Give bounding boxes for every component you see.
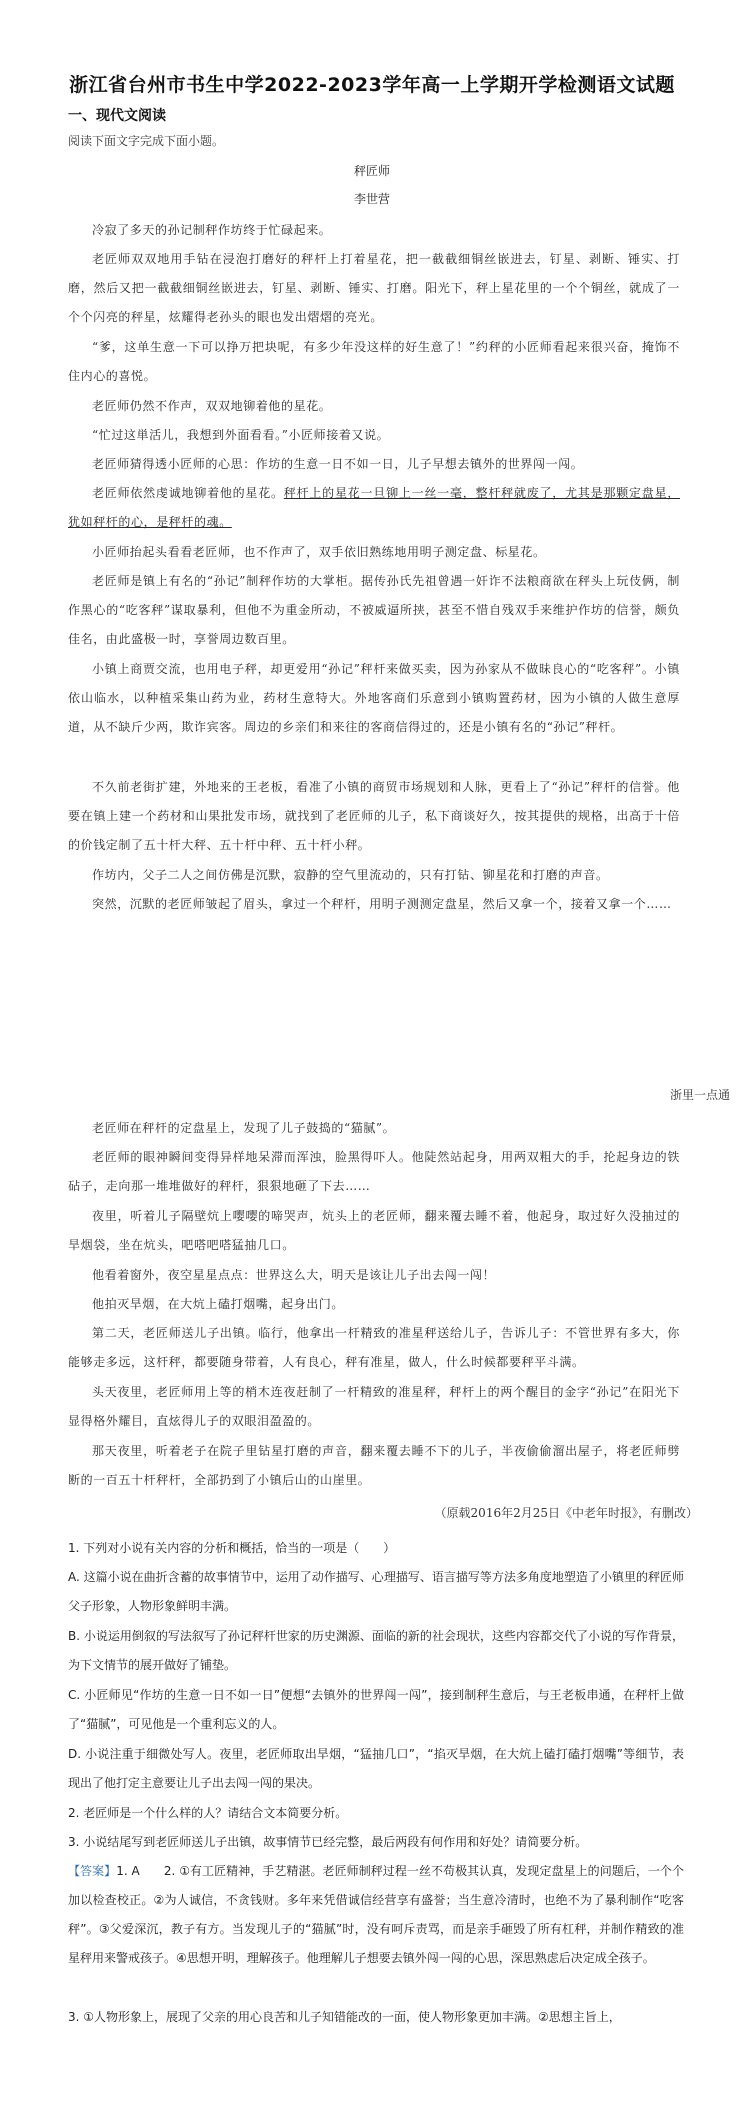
- question-3: 3. 小说结尾写到老匠师送儿子出镇，故事情节已经完整，最后两段有何作用和好处？请简要分析。: [68, 1835, 588, 1849]
- paragraph: 作坊内，父子二人之间仿佛是沉默，寂静的空气里流动的，只有打钻、铆星花和打磨的声音。: [92, 868, 609, 882]
- question-2: 2. 老匠师是一个什么样的人？请结合文本简要分析。: [68, 1806, 348, 1820]
- answer-text: 1. A 2. ①有工匠精神，手艺精湛。老匠师制秤过程一丝不苟极其认真，发现定盘星上的问题后，一个个加以检查校正。②为人诚信，不贪钱财。多年来凭借诚信经营享有盛誉；当生意冷清时，也绝不为了暴利制作“吃客秤”。③父爱深沉，教子有方。当发现儿子的“猫腻”时，没有呵斥责骂，而是亲手砸毁了所有杠秤，并制作精致的准星秤用来警戒孩子。④思想开明，理解孩子。他理解儿子想要去镇外闯一闯的心思，深思熟虑后决定成全孩子。: [68, 1864, 684, 1965]
- paragraph: 他看着窗外，夜空星星点点：世界这么大，明天是该让儿子出去闯一闯！: [92, 1268, 496, 1282]
- paragraph: 老匠师双双地用手钻在浸泡打磨好的秤杆上打着星花，把一截截细铜丝嵌进去，钉星、剥断、锤实、打磨，然后又把一截截细铜丝嵌进去，钉星、剥断、锤实、打磨。阳光下，秤上星花里的一个个铜丝，就成了一个个闪亮的秤星，炫耀得老孙头的眼也发出熠熠的亮光。: [68, 252, 680, 324]
- paragraph: 那天夜里，听着老子在院子里钻星打磨的声音，翻来覆去睡不下的儿子，半夜偷偷溜出屋子，将老匠师劈断的一百五十杆秤杆，全部扔到了小镇后山的山崖里。: [68, 1444, 680, 1487]
- paragraph: 老匠师的眼神瞬间变得异样地呆滞而浑浊，脸黑得吓人。他陡然站起身，用两双粗大的手，抡起身边的铁砧子，走向那一堆堆做好的秤杆，狠狠地砸了下去……: [68, 1150, 680, 1193]
- paragraph: 小匠师抬起头看看老匠师，也不作声了，双手依旧熟练地用明子测定盘、标星花。: [92, 545, 546, 559]
- paragraph: 老匠师是镇上有名的“孙记”制秤作坊的大掌柜。据传孙氏先祖曾遇一奸诈不法粮商欲在秤头上玩伎俩，制作黑心的“吃客秤”谋取暴利，但他不为重金所动，不被威逼所挟，甚至不惜自残双手来维护作坊的信誉，颇负佳名，由此盛极一时，享誉周边数百里。: [68, 574, 680, 646]
- paragraph: 小镇上商贾交流，也用电子秤，却更爱用“孙记”秤杆来做买卖，因为孙家从不做昧良心的“吃客秤”。小镇依山临水，以种植采集山药为业，药材生意特大。外地客商们乐意到小镇购置药材，因为小镇的人做生意厚道，从不缺斤少两，欺诈宾客。周边的乡亲们和来往的客商信得过的，还是小镇有名的“孙记”秤杆。: [68, 662, 680, 734]
- instruction: 阅读下面文字完成下面小题。: [68, 134, 225, 148]
- paragraph: 老匠师仍然不作声，双双地铆着他的星花。: [92, 399, 332, 413]
- option-b: B. 小说运用倒叙的写法叙写了孙记秤杆世家的历史渊源、面临的新的社会现状，这些内容都交代了小说的写作背景，为下文情节的展开做好了铺垫。: [68, 1629, 684, 1672]
- option-a: A. 这篇小说在曲折含蓄的故事情节中，运用了动作描写、心理描写、语言描写等方法多角度地塑造了小镇里的秤匠师父子形象，人物形象鲜明丰满。: [68, 1570, 684, 1613]
- paragraph: 老匠师猜得透小匠师的心思：作坊的生意一日不如一日，儿子早想去镇外的世界闯一闯。: [92, 457, 584, 471]
- page-title: 浙江省台州市书生中学2022-2023学年高一上学期开学检测语文试题: [69, 74, 675, 96]
- paragraph: “爹，这单生意一下可以挣万把块呢，有多少年没这样的好生意了！”约秤的小匠师看起来很兴奋，掩饰不住内心的喜悦。: [68, 340, 680, 383]
- paragraph-text: 老匠师依然虔诚地铆着他的星花。: [92, 486, 284, 500]
- story-title: 秤匠师: [353, 164, 390, 178]
- answer-tag: 【答案】: [68, 1864, 117, 1878]
- answer: [68, 1857, 684, 1973]
- source-citation: （原载2016年2月25日《中老年时报》，有删改）: [434, 1506, 698, 1520]
- paragraph: 头天夜里，老匠师用上等的梢木连夜赶制了一杆精致的准星秤，秤杆上的两个醒目的金字“孙记”在阳光下显得格外耀目，直炫得儿子的双眼泪盈盈的。: [68, 1385, 680, 1428]
- paragraph: 老匠师在秤杆的定盘星上，发现了儿子鼓捣的“猫腻”。: [92, 1121, 396, 1135]
- paragraph: [68, 479, 680, 537]
- paragraph: 他拍灭旱烟，在大炕上磕打烟嘴，起身出门。: [92, 1297, 345, 1311]
- answer-3: 3. ①人物形象上，展现了父亲的用心良苦和儿子知错能改的一面，使人物形象更加丰满。②思想主旨上，: [68, 2010, 621, 2024]
- option-d: D. 小说注重于细微处写人。夜里，老匠师取出旱烟，“猛抽几口”，“掐灭旱烟，在大炕上磕打磕打烟嘴”等细节，表现出了他打定主意要让儿子出去闯一闯的果决。: [68, 1747, 684, 1790]
- question-1: 1. 下列对小说有关内容的分析和概括，恰当的一项是（ ）: [68, 1541, 396, 1555]
- paragraph: 不久前老街扩建，外地来的王老板，看准了小镇的商贸市场规划和人脉，更看上了“孙记”秤杆的信誉。他要在镇上建一个药材和山果批发市场，就找到了老匠师的儿子，私下商谈好久，按其提供的规格，出高于十倍的价钱定制了五十杆大秤、五十杆中秤、五十杆小秤。: [68, 780, 680, 852]
- option-c: C. 小匠师见“作坊的生意一日不如一日”便想“去镇外的世界闯一闯”，接到制秤生意后，与王老板串通，在秤杆上做了“猫腻”，可见他是一个重利忘义的人。: [68, 1688, 684, 1731]
- paragraph: 突然，沉默的老匠师皱起了眉头，拿过一个秤杆，用明子测测定盘星，然后又拿一个，接着又拿一个……: [92, 897, 672, 911]
- section-heading: 一、现代文阅读: [68, 108, 166, 124]
- paragraph: 第二天，老匠师送儿子出镇。临行，他拿出一杆精致的准星秤送给儿子，告诉儿子：不管世界有多大，你能够走多远，这杆秤，都要随身带着，人有良心，秤有准星，做人，什么时候都要秤平斗满。: [68, 1326, 680, 1369]
- paragraph: 冷寂了多天的孙记制秤作坊终于忙碌起来。: [92, 223, 332, 237]
- story-author: 李世营: [353, 192, 390, 206]
- paragraph: “忙过这単活儿，我想到外面看看。”小匠师接着又说。: [92, 428, 390, 442]
- paragraph: 夜里，听着儿子隔壁炕上嘤嘤的啼哭声，炕头上的老匠师，翻来覆去睡不着，他起身，取过好久没抽过的旱烟袋，坐在炕头，吧嗒吧嗒猛抽几口。: [68, 1209, 680, 1252]
- watermark-text: 浙里一点通: [669, 1088, 730, 1102]
- underlined-sentence: 秤杆上的星花一旦铆上一丝一毫，整杆秤就废了，尤其是那颗定盘星，犹如秤杆的心，是秤杆的魂。: [68, 486, 680, 529]
